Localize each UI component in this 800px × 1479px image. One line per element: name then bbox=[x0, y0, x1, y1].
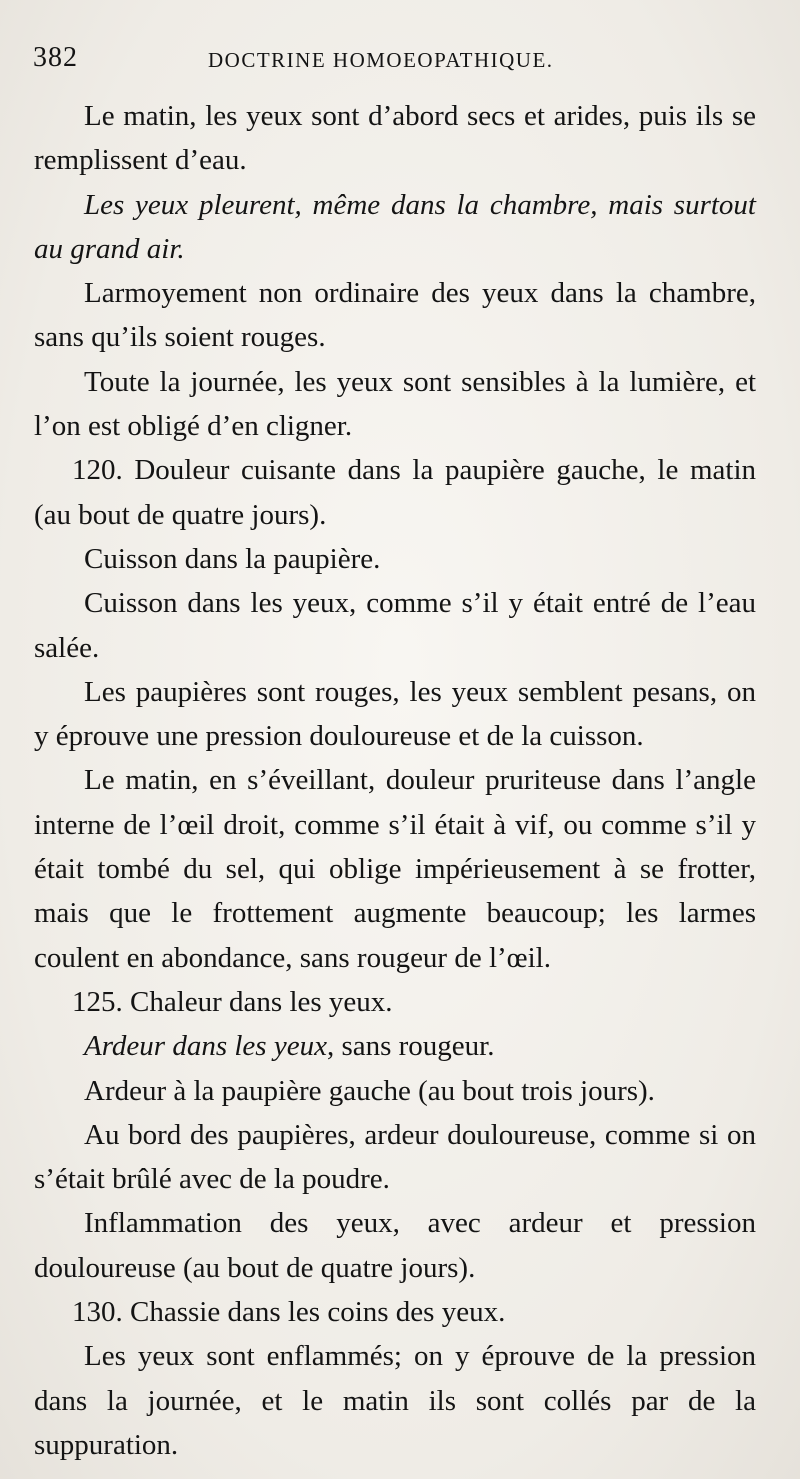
paragraph: Cuisson dans la paupière. bbox=[84, 542, 381, 575]
paragraph: Les paupières sont rouges, les yeux semblent pesans, on y éprouve une pression douloureuse et de la cuisson. bbox=[34, 675, 756, 753]
paragraph: Cuisson dans les yeux, comme s’il y était entré de l’eau salée. bbox=[34, 587, 756, 664]
paragraph: Inflammation des yeux, avec ardeur et pression douloureuse (au bout de quatre jours). bbox=[34, 1207, 756, 1284]
page-body bbox=[34, 94, 756, 1467]
running-title: DOCTRINE HOMOEOPATHIQUE. bbox=[208, 48, 554, 72]
paragraph-rest: , sans rougeur. bbox=[326, 1030, 495, 1063]
paragraph: Toute la journée, les yeux sont sensibles à la lumière, et l’on est obligé d’en cligner. bbox=[34, 365, 756, 443]
paragraph: 120. Douleur cuisante dans la paupière gauche, le matin (au bout de quatre jours). bbox=[34, 454, 756, 531]
paragraph: Les yeux sont enflammés; on y éprouve de la pression dans la journée, et le matin ils sont collés par de la suppuration. bbox=[34, 1340, 756, 1461]
paragraph: Les yeux pleurent, même dans la chambre, mais surtout au grand air. bbox=[34, 188, 756, 265]
page-header bbox=[33, 42, 773, 78]
paragraph: Le matin, les yeux sont d’abord secs et arides, puis ils se remplissent d’eau. bbox=[34, 100, 756, 177]
paragraph: Le matin, en s’éveillant, douleur pruriteuse dans l’angle interne de l’œil droit, comme s’il était à vif, ou comme s’il y était tombé du sel, qui oblige impérieusement à se frotter, mais que le frottement augmente beaucoup; les larmes coulent en abondance, sans rougeur de l’œil. bbox=[34, 764, 756, 974]
paragraph: 125. Chaleur dans les yeux. bbox=[72, 985, 393, 1018]
page-number: 382 bbox=[33, 42, 78, 73]
paragraph: Larmoyement non ordinaire des yeux dans la chambre, sans qu’ils soient rouges. bbox=[34, 277, 756, 354]
italic-phrase: Ardeur dans les yeux bbox=[84, 1030, 327, 1063]
paragraph: 130. Chassie dans les coins des yeux. bbox=[72, 1296, 506, 1329]
paragraph: Au bord des paupières, ardeur douloureuse, comme si on s’était brûlé avec de la poudre. bbox=[34, 1118, 756, 1196]
paragraph bbox=[34, 1024, 756, 1068]
paragraph: Ardeur à la paupière gauche (au bout trois jours). bbox=[84, 1074, 655, 1107]
